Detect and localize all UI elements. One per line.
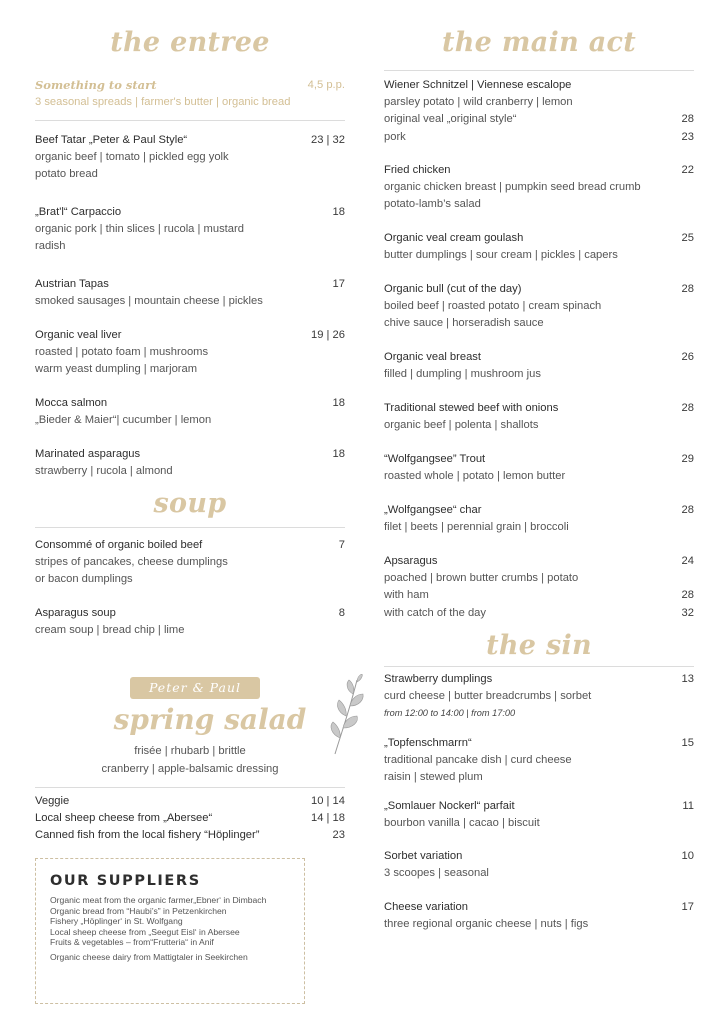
item-name: Beef Tatar „Peter & Paul Style“	[35, 134, 188, 146]
item-price: 28	[681, 113, 694, 126]
item-price: 11	[682, 800, 694, 812]
item-desc: potato bread	[35, 168, 98, 181]
item-price: 18	[332, 397, 345, 409]
item-desc: filet | beets | perennial grain | broccoli	[384, 521, 569, 534]
option-price: 23	[332, 829, 345, 842]
item-desc: traditional pancake dish | curd cheese	[384, 754, 572, 767]
menu-item	[384, 553, 694, 622]
item-price: 23	[681, 130, 694, 143]
item-price: 26	[681, 351, 694, 363]
item-desc: potato-lamb’s salad	[384, 198, 481, 211]
menu-item	[384, 671, 694, 723]
suppliers-title: OUR SUPPLIERS	[50, 873, 201, 889]
salad-desc	[75, 743, 305, 778]
menu-item	[35, 605, 345, 639]
divider	[35, 120, 345, 121]
peter-paul-badge: Peter & Paul	[130, 677, 260, 699]
item-name: Consommé of organic boiled beef	[35, 539, 203, 551]
start-desc: 3 seasonal spreads | farmer's butter | organic bread	[35, 96, 291, 109]
supplier-line: Local sheep cheese from „Seegut Eisl‘ in Abersee	[50, 926, 240, 937]
menu-item	[384, 281, 694, 333]
menu-item	[384, 899, 694, 933]
entree-title: the entree	[110, 27, 270, 58]
menu-item	[384, 848, 694, 882]
option-price: 14 | 18	[310, 812, 345, 825]
item-price: 19 | 26	[310, 329, 345, 341]
divider	[384, 70, 694, 71]
item-desc: cream soup | bread chip | lime	[35, 624, 185, 637]
item-desc: or bacon dumplings	[35, 573, 133, 586]
item-name: Apsaragus	[384, 555, 438, 567]
item-price: 23 | 32	[310, 134, 345, 146]
item-desc: bourbon vanilla | cacao | biscuit	[384, 817, 540, 830]
menu-item	[35, 132, 345, 184]
item-desc: three regional organic cheese | nuts | figs	[384, 918, 589, 931]
item-price: 18	[332, 448, 345, 460]
item-price: 17	[332, 278, 345, 290]
divider	[384, 666, 694, 667]
item-price: 8	[338, 607, 345, 619]
item-desc: radish	[35, 240, 66, 253]
item-desc: original veal „original style“	[384, 113, 517, 126]
option-name: Local sheep cheese from „Abersee“	[35, 812, 213, 825]
item-name: Organic bull (cut of the day)	[384, 283, 522, 295]
item-price: 28	[681, 283, 694, 295]
leaf-branch-icon	[327, 674, 367, 756]
item-name: „Wolfgangsee“ char	[384, 504, 482, 516]
item-desc: smoked sausages | mountain cheese | pickles	[35, 295, 263, 308]
item-desc: chive sauce | horseradish sauce	[384, 317, 544, 330]
item-desc: organic beef | tomato | pickled egg yolk	[35, 151, 229, 164]
item-price: 32	[681, 606, 694, 619]
menu-item	[35, 276, 345, 310]
item-name: Cheese variation	[384, 901, 468, 913]
item-price: 7	[338, 539, 345, 551]
menu-item	[384, 162, 694, 214]
item-name: Marinated asparagus	[35, 448, 141, 460]
something-to-start	[35, 77, 345, 111]
menu-item	[384, 400, 694, 434]
item-price: 28	[681, 504, 694, 516]
start-price: 4,5 p.p.	[307, 79, 345, 91]
item-desc: poached | brown butter crumbs | potato	[384, 572, 579, 585]
item-desc: parsley potato | wild cranberry | lemon	[384, 96, 573, 109]
menu-item	[35, 395, 345, 429]
item-price: 13	[681, 673, 694, 685]
item-price: 18	[332, 206, 345, 218]
item-desc: roasted whole | potato | lemon butter	[384, 470, 566, 483]
item-desc: raisin | stewed plum	[384, 771, 483, 784]
item-price: 10	[681, 850, 694, 862]
item-desc: warm yeast dumpling | marjoram	[35, 363, 198, 376]
item-name: Fried chicken	[384, 164, 451, 176]
item-name: Austrian Tapas	[35, 278, 109, 290]
soup-title: soup	[153, 488, 227, 519]
menu-item	[384, 349, 694, 383]
sin-title: the sin	[486, 630, 592, 661]
item-price: 29	[681, 453, 694, 465]
menu-item	[384, 735, 694, 787]
item-price: 28	[681, 402, 694, 414]
item-price: 17	[681, 901, 694, 913]
item-desc: with ham	[384, 589, 429, 602]
item-name: Sorbet variation	[384, 850, 463, 862]
salad-desc-line: frisée | rhubarb | brittle	[134, 745, 246, 757]
item-name: Wiener Schnitzel | Viennese escalope	[384, 79, 572, 91]
menu-item	[384, 798, 694, 832]
divider	[35, 527, 345, 528]
menu-item	[35, 204, 345, 256]
item-desc: 3 scoopes | seasonal	[384, 867, 489, 880]
menu-item	[35, 537, 345, 589]
item-price: 22	[681, 164, 694, 176]
item-name: „Brat'l“ Carpaccio	[35, 206, 122, 218]
salad-desc-line: cranberry | apple-balsamic dressing	[101, 762, 279, 775]
item-desc: filled | dumpling | mushroom jus	[384, 368, 541, 381]
item-desc: boiled beef | roasted potato | cream spinach	[384, 300, 602, 313]
supplier-line: Organic bread from “Haubi’s” in Petzenkirchen	[50, 905, 227, 916]
item-desc: pork	[384, 130, 406, 143]
main-act-title: the main act	[441, 27, 637, 58]
supplier-line: Organic meat from the organic farmer„Ebner‘ in Dimbach	[50, 895, 267, 905]
option-name: Canned fish from the local fishery “Höplinger”	[35, 829, 260, 842]
item-desc: organic pork | thin slices | rucola | mustard	[35, 223, 244, 236]
item-name: Mocca salmon	[35, 397, 108, 409]
start-label: Something to start	[35, 78, 157, 92]
menu-item	[384, 451, 694, 485]
menu-item	[384, 502, 694, 536]
item-name: „Topfenschmarrn“	[384, 737, 472, 749]
item-desc: roasted | potato foam | mushrooms	[35, 346, 209, 359]
menu-item	[35, 446, 345, 480]
menu-item	[35, 327, 345, 379]
item-desc: strawberry | rucola | almond	[35, 465, 173, 478]
item-price: 28	[681, 589, 694, 602]
item-name: Organic veal cream goulash	[384, 232, 524, 244]
item-price: 15	[681, 737, 694, 749]
item-price: 24	[681, 555, 694, 567]
item-desc: curd cheese | butter breadcrumbs | sorbet	[384, 690, 592, 703]
item-desc: „Bieder & Maier“| cucumber | lemon	[35, 414, 212, 427]
item-name: „Somlauer Nockerl“ parfait	[384, 800, 515, 812]
supplier-line: Organic cheese dairy from Mattigtaler in Seekirchen	[50, 951, 248, 962]
salad-options	[35, 793, 345, 845]
option-name: Veggie	[35, 795, 70, 807]
item-name: Traditional stewed beef with onions	[384, 402, 559, 414]
supplier-line: Fruits & vegetables – from“Frutteria“ in Anif	[50, 937, 214, 948]
item-desc: organic beef | polenta | shallots	[384, 419, 539, 432]
item-name: Strawberry dumplings	[384, 673, 493, 685]
serving-times: from 12:00 to 14:00 | from 17:00	[384, 708, 516, 719]
item-desc: butter dumplings | sour cream | pickles | capers	[384, 249, 618, 262]
item-desc: stripes of pancakes, cheese dumplings	[35, 556, 228, 569]
supplier-line: Fishery „Höplinger‘ in St. Wolfgang	[50, 916, 183, 927]
option-price: 10 | 14	[310, 795, 345, 807]
salad-title: spring salad	[113, 703, 307, 736]
menu-item	[384, 230, 694, 264]
item-name: Asparagus soup	[35, 607, 116, 619]
item-desc: with catch of the day	[384, 606, 486, 619]
item-name: Organic veal liver	[35, 329, 122, 341]
menu-item	[384, 77, 694, 146]
item-name: Organic veal breast	[384, 351, 482, 363]
suppliers-box	[35, 858, 305, 1004]
item-price: 25	[681, 232, 694, 244]
item-desc: organic chicken breast | pumpkin seed bread crumb	[384, 181, 641, 194]
item-name: “Wolfgangsee” Trout	[384, 453, 486, 465]
divider	[35, 787, 345, 788]
